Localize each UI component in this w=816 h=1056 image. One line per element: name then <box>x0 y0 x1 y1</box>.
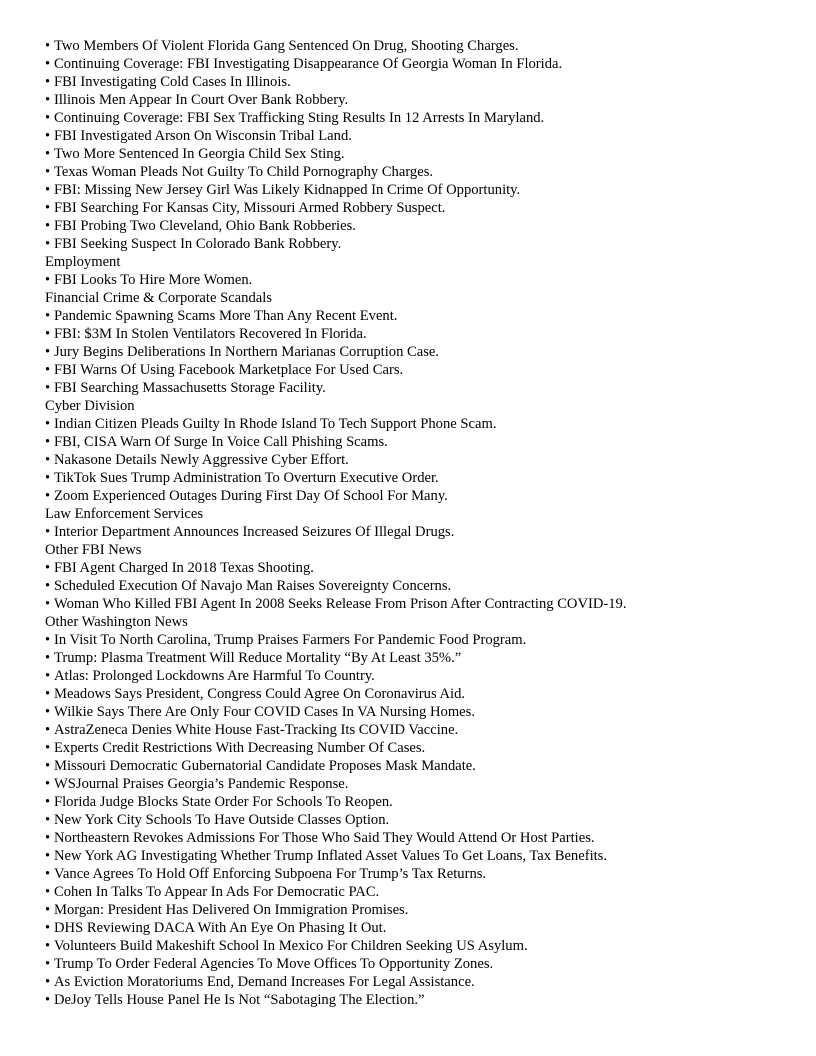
headline-text: Jury Begins Deliberations In Northern Marianas Corruption Case. <box>54 344 440 360</box>
bullet-icon: • <box>45 38 51 54</box>
headline-item <box>45 919 805 937</box>
headline-item <box>45 451 805 469</box>
headline-item <box>45 937 805 955</box>
bullet-icon: • <box>45 74 51 90</box>
headline-text: Trump To Order Federal Agencies To Move Offices To Opportunity Zones. <box>54 956 494 972</box>
headline-item <box>45 523 805 541</box>
headline-item <box>45 145 805 163</box>
headline-text: Two Members Of Violent Florida Gang Sentenced On Drug, Shooting Charges. <box>54 38 519 54</box>
headline-text: WSJournal Praises Georgia’s Pandemic Response. <box>54 776 349 792</box>
headline-text: Indian Citizen Pleads Guilty In Rhode Island To Tech Support Phone Scam. <box>54 416 497 432</box>
headline-text: Florida Judge Blocks State Order For Schools To Reopen. <box>54 794 393 810</box>
headline-item <box>45 667 805 685</box>
headline-item <box>45 865 805 883</box>
headline-item <box>45 379 805 397</box>
bullet-icon: • <box>45 434 51 450</box>
bullet-icon: • <box>45 452 51 468</box>
headline-text: FBI Investigated Arson On Wisconsin Tribal Land. <box>54 128 352 144</box>
headline-item <box>45 685 805 703</box>
headline-text: FBI, CISA Warn Of Surge In Voice Call Phishing Scams. <box>54 434 388 450</box>
bullet-icon: • <box>45 992 51 1008</box>
bullet-icon: • <box>45 956 51 972</box>
bullet-icon: • <box>45 776 51 792</box>
headline-item <box>45 235 805 253</box>
bullet-icon: • <box>45 128 51 144</box>
bullet-icon: • <box>45 272 51 288</box>
headline-item <box>45 649 805 667</box>
bullet-icon: • <box>45 416 51 432</box>
headline-item <box>45 325 805 343</box>
headline-text: As Eviction Moratoriums End, Demand Increases For Legal Assistance. <box>54 974 475 990</box>
headline-text: Vance Agrees To Hold Off Enforcing Subpoena For Trump’s Tax Returns. <box>54 866 487 882</box>
headline-text: Atlas: Prolonged Lockdowns Are Harmful To Country. <box>54 668 375 684</box>
headline-item <box>45 883 805 901</box>
bullet-icon: • <box>45 182 51 198</box>
headline-text: DHS Reviewing DACA With An Eye On Phasing It Out. <box>54 920 387 936</box>
headline-item <box>45 163 805 181</box>
bullet-icon: • <box>45 632 51 648</box>
headline-text: FBI Searching Massachusetts Storage Facility. <box>54 380 326 396</box>
section-heading: Other Washington News <box>45 614 188 630</box>
section-heading: Cyber Division <box>45 398 135 414</box>
bullet-icon: • <box>45 470 51 486</box>
section-heading: Law Enforcement Services <box>45 506 204 522</box>
bullet-icon: • <box>45 92 51 108</box>
bullet-icon: • <box>45 596 51 612</box>
headline-item <box>45 271 805 289</box>
headline-text: Two More Sentenced In Georgia Child Sex Sting. <box>54 146 345 162</box>
bullet-icon: • <box>45 920 51 936</box>
headline-text: Northeastern Revokes Admissions For Those Who Said They Would Attend Or Host Parties. <box>54 830 595 846</box>
bullet-icon: • <box>45 578 51 594</box>
headline-text: AstraZeneca Denies White House Fast-Tracking Its COVID Vaccine. <box>54 722 459 738</box>
headline-item <box>45 37 805 55</box>
headline-item <box>45 199 805 217</box>
bullet-icon: • <box>45 830 51 846</box>
headline-text: Cohen In Talks To Appear In Ads For Democratic PAC. <box>54 884 380 900</box>
headline-text: FBI Warns Of Using Facebook Marketplace For Used Cars. <box>54 362 404 378</box>
headline-item <box>45 415 805 433</box>
headline-item <box>45 631 805 649</box>
headline-item <box>45 469 805 487</box>
bullet-icon: • <box>45 524 51 540</box>
bullet-icon: • <box>45 326 51 342</box>
bullet-icon: • <box>45 56 51 72</box>
headline-item <box>45 595 805 613</box>
headline-item <box>45 217 805 235</box>
bullet-icon: • <box>45 236 51 252</box>
headline-item <box>45 757 805 775</box>
headline-text: FBI: Missing New Jersey Girl Was Likely Kidnapped In Crime Of Opportunity. <box>54 182 521 198</box>
headline-text: Illinois Men Appear In Court Over Bank Robbery. <box>54 92 349 108</box>
headline-item <box>45 829 805 847</box>
headline-text: Interior Department Announces Increased Seizures Of Illegal Drugs. <box>54 524 455 540</box>
headline-text: FBI Looks To Hire More Women. <box>54 272 253 288</box>
headline-text: In Visit To North Carolina, Trump Praises Farmers For Pandemic Food Program. <box>54 632 527 648</box>
headline-item <box>45 793 805 811</box>
headline-text: TikTok Sues Trump Administration To Overturn Executive Order. <box>54 470 439 486</box>
headline-text: Pandemic Spawning Scams More Than Any Recent Event. <box>54 308 398 324</box>
bullet-icon: • <box>45 812 51 828</box>
headline-item <box>45 307 805 325</box>
headline-item <box>45 721 805 739</box>
headline-text: Missouri Democratic Gubernatorial Candidate Proposes Mask Mandate. <box>54 758 476 774</box>
headline-item <box>45 559 805 577</box>
headline-text: Continuing Coverage: FBI Sex Trafficking Sting Results In 12 Arrests In Maryland. <box>54 110 545 126</box>
headline-item <box>45 991 805 1009</box>
bullet-icon: • <box>45 110 51 126</box>
bullet-icon: • <box>45 686 51 702</box>
section-heading: Employment <box>45 254 121 270</box>
bullet-icon: • <box>45 884 51 900</box>
headline-text: FBI: $3M In Stolen Ventilators Recovered In Florida. <box>54 326 367 342</box>
bullet-icon: • <box>45 668 51 684</box>
bullet-icon: • <box>45 938 51 954</box>
bullet-icon: • <box>45 308 51 324</box>
headline-item <box>45 955 805 973</box>
headline-item <box>45 127 805 145</box>
headline-item <box>45 901 805 919</box>
headline-text: Continuing Coverage: FBI Investigating Disappearance Of Georgia Woman In Florida. <box>54 56 563 72</box>
bullet-icon: • <box>45 848 51 864</box>
bullet-icon: • <box>45 380 51 396</box>
headline-text: Wilkie Says There Are Only Four COVID Cases In VA Nursing Homes. <box>54 704 475 720</box>
headline-text: Meadows Says President, Congress Could Agree On Coronavirus Aid. <box>54 686 466 702</box>
headline-item <box>45 109 805 127</box>
headline-text: New York AG Investigating Whether Trump Inflated Asset Values To Get Loans, Tax Benefits. <box>54 848 608 864</box>
headline-item <box>45 181 805 199</box>
headline-text: Zoom Experienced Outages During First Day Of School For Many. <box>54 488 448 504</box>
headline-text: FBI Agent Charged In 2018 Texas Shooting. <box>54 560 314 576</box>
headline-item <box>45 73 805 91</box>
bullet-icon: • <box>45 146 51 162</box>
headline-item <box>45 91 805 109</box>
bullet-icon: • <box>45 866 51 882</box>
headline-text: Scheduled Execution Of Navajo Man Raises Sovereignty Concerns. <box>54 578 452 594</box>
headline-text: Nakasone Details Newly Aggressive Cyber Effort. <box>54 452 349 468</box>
bullet-icon: • <box>45 488 51 504</box>
headline-item <box>45 55 805 73</box>
headline-item <box>45 433 805 451</box>
headline-text: FBI Searching For Kansas City, Missouri Armed Robbery Suspect. <box>54 200 446 216</box>
headline-text: Morgan: President Has Delivered On Immigration Promises. <box>54 902 409 918</box>
bullet-icon: • <box>45 740 51 756</box>
headline-text: Woman Who Killed FBI Agent In 2008 Seeks Release From Prison After Contracting COVID-19. <box>54 596 627 612</box>
headline-item <box>45 775 805 793</box>
headline-item <box>45 487 805 505</box>
bullet-icon: • <box>45 164 51 180</box>
bullet-icon: • <box>45 902 51 918</box>
headline-item <box>45 361 805 379</box>
section-heading: Other FBI News <box>45 542 142 558</box>
headline-item <box>45 739 805 757</box>
headline-item <box>45 577 805 595</box>
bullet-icon: • <box>45 560 51 576</box>
headline-text: FBI Investigating Cold Cases In Illinois. <box>54 74 291 90</box>
bullet-icon: • <box>45 218 51 234</box>
headline-text: Trump: Plasma Treatment Will Reduce Mortality “By At Least 35%.” <box>54 650 462 666</box>
bullet-icon: • <box>45 200 51 216</box>
bullet-icon: • <box>45 722 51 738</box>
headline-item <box>45 847 805 865</box>
headline-text: Experts Credit Restrictions With Decreasing Number Of Cases. <box>54 740 426 756</box>
headline-item <box>45 703 805 721</box>
bullet-icon: • <box>45 794 51 810</box>
headline-text: FBI Seeking Suspect In Colorado Bank Robbery. <box>54 236 342 252</box>
bullet-icon: • <box>45 758 51 774</box>
section-heading: Financial Crime & Corporate Scandals <box>45 290 272 306</box>
bullet-icon: • <box>45 362 51 378</box>
bullet-icon: • <box>45 704 51 720</box>
headline-item <box>45 343 805 361</box>
headline-text: Volunteers Build Makeshift School In Mexico For Children Seeking US Asylum. <box>54 938 528 954</box>
headline-text: DeJoy Tells House Panel He Is Not “Sabotaging The Election.” <box>54 992 425 1008</box>
bullet-icon: • <box>45 974 51 990</box>
headline-item <box>45 811 805 829</box>
bullet-icon: • <box>45 650 51 666</box>
headline-text: FBI Probing Two Cleveland, Ohio Bank Robberies. <box>54 218 356 234</box>
headline-item <box>45 973 805 991</box>
news-digest-page <box>45 37 805 1009</box>
bullet-icon: • <box>45 344 51 360</box>
headline-text: Texas Woman Pleads Not Guilty To Child Pornography Charges. <box>54 164 434 180</box>
headline-text: New York City Schools To Have Outside Classes Option. <box>54 812 390 828</box>
